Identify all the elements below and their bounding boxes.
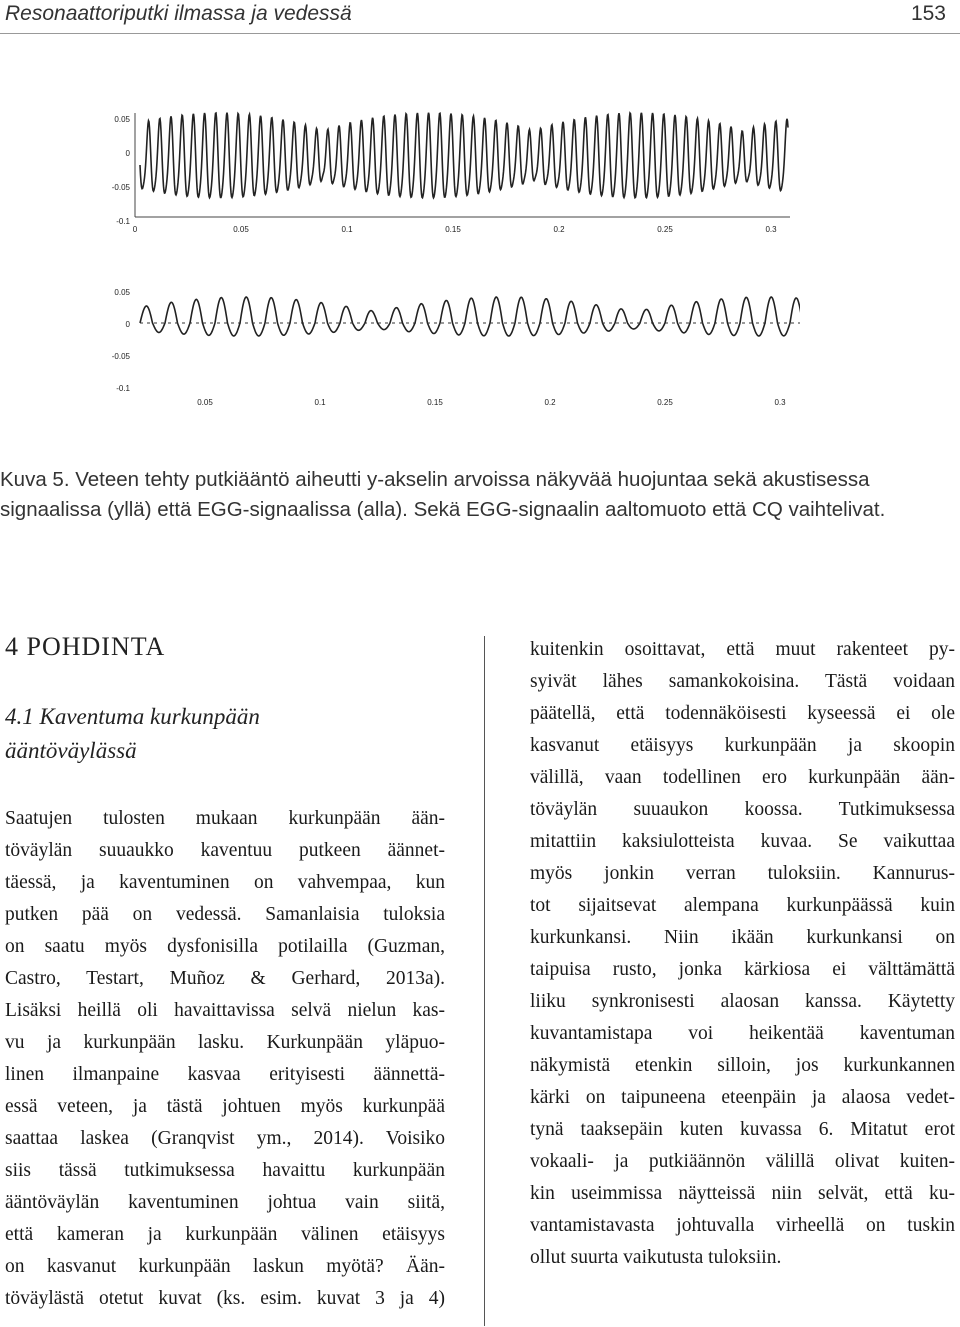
- text-line: siis tässä tutkimuksessa havaittu kurkunpään: [5, 1160, 445, 1181]
- column-divider: [484, 636, 485, 1326]
- text-line: että kameran ja kurkunpään välinen etäisyys: [5, 1224, 445, 1245]
- text-line: taipuisa rusto, jonka kärkiosa ei välttämättä: [530, 959, 955, 980]
- text-line: putken pää on vedessä. Samanlaisia tuloksia: [5, 904, 445, 925]
- egg-waveform: [140, 297, 800, 336]
- text-line: myös jonkin verran tuloksiin. Kannurus-: [530, 863, 955, 884]
- text-line: linen ilmanpaine kasvaa erityisesti äännettä-: [5, 1064, 445, 1085]
- subsection-heading: [5, 700, 445, 768]
- running-header-title: Resonaattoriputki ilmassa ja vedessä: [5, 2, 352, 25]
- text-line: kurkunkansi. Niin ikään kurkunkansi on: [530, 927, 955, 948]
- x-tick-label: 0.25: [657, 225, 673, 234]
- x-tick-label: 0.05: [233, 225, 249, 234]
- header-rule: [0, 33, 960, 34]
- text-line: tot sijaitsevat alempana kurkunpäässä kuin: [530, 895, 955, 916]
- x-tick-label: 0.25: [657, 398, 673, 407]
- text-line: kin useimmissa näytteissä niin selvät, että ku-: [530, 1183, 955, 1204]
- figure-5-plots: [100, 105, 800, 425]
- text-line: vantamistavasta johtuvalla virheellä on tuskin: [530, 1215, 955, 1236]
- left-column-text: [5, 803, 445, 1315]
- text-line: välillä, vaan todellinen ero kurkunpään ään-: [530, 767, 955, 788]
- x-tick-label: 0.05: [197, 398, 213, 407]
- page-number: 153: [910, 2, 946, 25]
- text-line: liiku synkronisesti alaosan kanssa. Käytetty: [530, 991, 955, 1012]
- x-tick-label: 0.1: [314, 398, 326, 407]
- text-line: syivät lähes samankokoisina. Tästä voidaan: [530, 671, 955, 692]
- figure-caption: Kuva 5. Veteen tehty putkiääntö aiheutti y-akselin arvoissa näkyvää huojuntaa sekä akustisessa signaalissa (yllä) että EGG-signaalissa (alla). Sekä EGG-signaalin aaltomuoto että CQ vaihtelivat.: [0, 468, 886, 521]
- acoustic-signal-plot: [112, 113, 790, 234]
- text-line: on kasvanut kurkunpään laskun myötä? Ään-: [5, 1256, 445, 1277]
- text-line: Saatujen tulosten mukaan kurkunpään ään-: [5, 808, 445, 829]
- x-tick-label: 0: [132, 225, 138, 234]
- text-line: kärki on taipuneena eteenpäin ja alaosa vedet-: [530, 1087, 955, 1108]
- section-heading: 4 POHDINTA: [5, 632, 166, 661]
- y-tick-label: -0.1: [116, 217, 130, 226]
- y-tick-label: 0.05: [114, 115, 130, 124]
- text-line: töväylästä otetut kuvat (ks. esim. kuvat 3 ja 4): [5, 1288, 445, 1309]
- egg-signal-plot: [112, 288, 800, 407]
- y-tick-label: -0.05: [111, 183, 130, 192]
- x-tick-label: 0.3: [774, 398, 786, 407]
- text-line: on saatu myös dysfonisilla potilailla (Guzman,: [5, 936, 445, 957]
- text-line: ollut suurta vaikutusta tuloksiin.: [530, 1247, 782, 1268]
- x-tick-label: 0.2: [544, 398, 556, 407]
- x-tick-label: 0.3: [765, 225, 777, 234]
- right-column-text: [530, 634, 955, 1274]
- text-line: näkymistä etenkin silloin, jos kurkunkannen: [530, 1055, 955, 1076]
- text-line: Castro, Testart, Muñoz & Gerhard, 2013a).: [5, 968, 445, 989]
- subsection-heading-line: ääntöväylässä: [5, 738, 137, 763]
- y-tick-label: 0: [125, 149, 130, 158]
- text-line: mitattiin kaksiulotteista kuvaa. Se vaikuttaa: [530, 831, 955, 852]
- x-tick-label: 0.1: [341, 225, 353, 234]
- text-line: kuitenkin osoittavat, että muut rakenteet py-: [530, 639, 955, 660]
- text-line: päätellä, että todennäköisesti kyseessä ei ole: [530, 703, 955, 724]
- subsection-heading-line: 4.1 Kaventuma kurkunpään: [5, 704, 260, 729]
- y-tick-label: -0.1: [116, 384, 130, 393]
- y-tick-label: -0.05: [111, 352, 130, 361]
- text-line: töväylän suuaukon koossa. Tutkimuksessa: [530, 799, 955, 820]
- text-line: essä veteen, ja tästä johtuen myös kurkunpää: [5, 1096, 445, 1117]
- text-line: kasvanut etäisyys kurkunpään ja skoopin: [530, 735, 955, 756]
- text-line: kuvantamistapa voi heikentää kaventuman: [530, 1023, 955, 1044]
- text-line: vu ja kurkunpään lasku. Kurkunpään yläpuo-: [5, 1032, 445, 1053]
- text-line: vokaali- ja putkiäännön välillä olivat kuiten-: [530, 1151, 955, 1172]
- y-tick-label: 0: [125, 320, 130, 329]
- x-tick-label: 0.2: [553, 225, 565, 234]
- text-line: Lisäksi heillä oli havaittavissa selvä nielun kas-: [5, 1000, 445, 1021]
- text-line: saattaa laskea (Granqvist ym., 2014). Voisiko: [5, 1128, 445, 1149]
- text-line: tynä taaksepäin kuten kuvassa 6. Mitatut erot: [530, 1119, 955, 1140]
- text-line: ääntöväylän kaventuminen johtua vain siitä,: [5, 1192, 445, 1213]
- x-tick-label: 0.15: [445, 225, 461, 234]
- acoustic-waveform: [140, 113, 788, 198]
- y-tick-label: 0.05: [114, 288, 130, 297]
- x-tick-label: 0.15: [427, 398, 443, 407]
- text-line: töväylän suuaukko kaventuu putkeen äännet-: [5, 840, 445, 861]
- text-line: täessä, ja kaventuminen on vahvempaa, kun: [5, 872, 445, 893]
